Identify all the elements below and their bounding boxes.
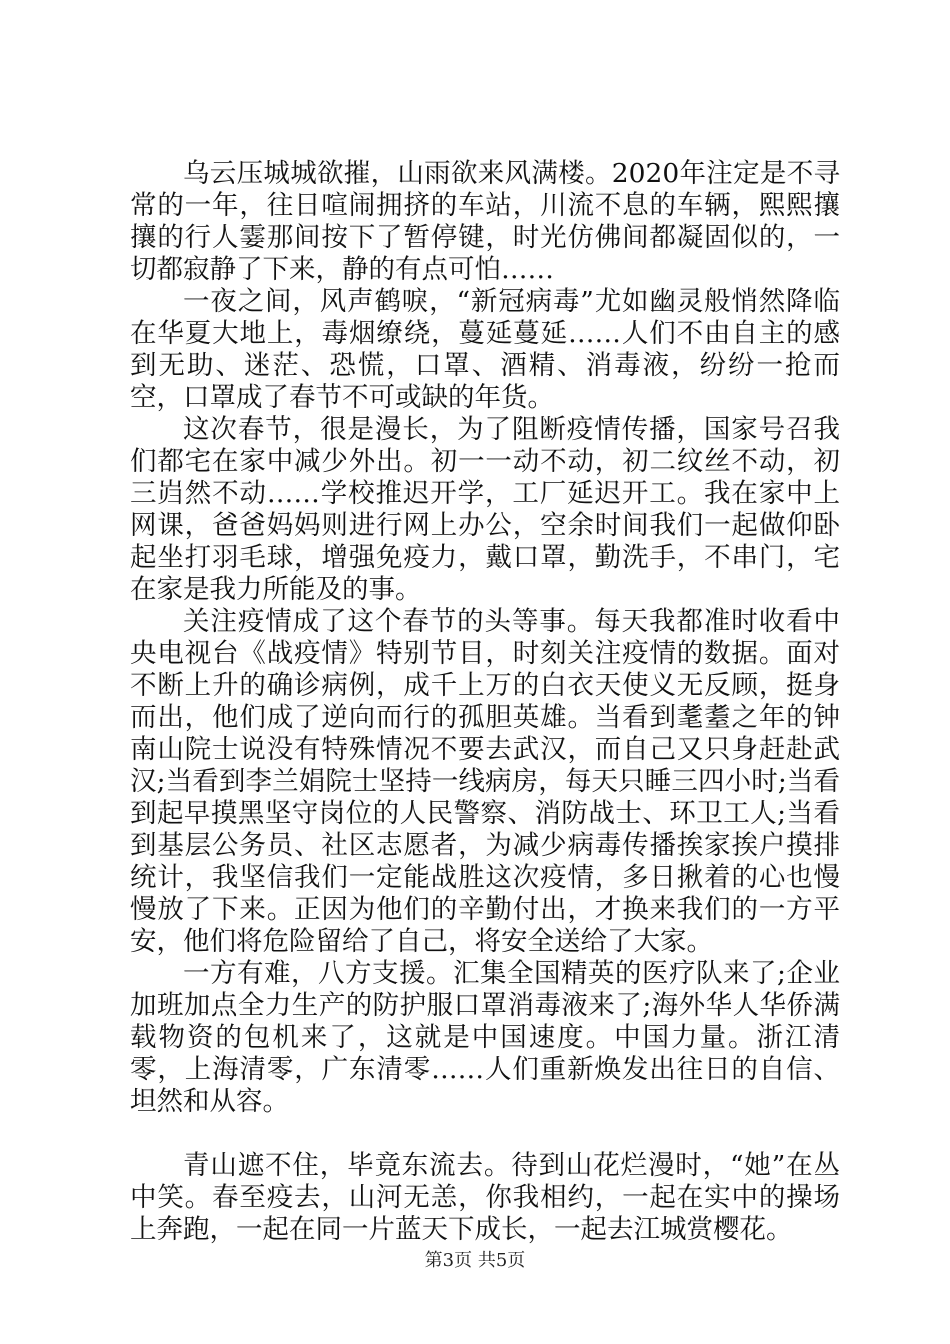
paragraph-4: 关注疫情成了这个春节的头等事。每天我都准时收看中央电视台《战疫情》特别节目，时刻关注疫情的数据。面对不断上升的确诊病例，成千上万的白衣天使义无反顾，挺身而出，他们成了逆向而行的孤胆英雄。当看到耄耋之年的钟南山院士说没有特殊情况不要去武汉，而自己又只身赶赴武汉;当看到李兰娟院士坚持一线病房，每天只睡三四小时;当看到起早摸黑坚守岗位的人民警察、消防战士、环卫工人;当看到基层公务员、社区志愿者，为减少病毒传播挨家挨户摸排统计，我坚信我们一定能战胜这次疫情，多日揪着的心也慢慢放了下来。正因为他们的辛勤付出，才换来我们的一方平安，他们将危险留给了自己，将安全送给了大家。 [130,606,840,957]
paragraph-6: 青山遮不住，毕竟东流去。待到山花烂漫时，“她”在丛中笑。春至疫去，山河无恙，你我相约，一起在实中的操场上奔跑，一起在同一片蓝天下成长，一起去江城赏樱花。 [130,1150,840,1245]
paragraph-1: 乌云压城城欲摧，山雨欲来风满楼。2020年注定是不寻常的一年，往日喧闹拥挤的车站，川流不息的车辆，熙熙攘攘的行人霎那间按下了暂停键，时光仿佛间都凝固似的，一切都寂静了下来，静的有点可怕…… [130,158,840,285]
page-number-footer: 第3页 共5页 [424,1250,526,1271]
paragraph-2: 一夜之间，风声鹤唳，“新冠病毒”尤如幽灵般悄然降临在华夏大地上，毒烟缭绕，蔓延蔓延……人们不由自主的感到无助、迷茫、恐慌，口罩、酒精、消毒液，纷纷一抢而空，口罩成了春节不可或缺的年货。 [130,286,840,413]
paragraph-gap [130,1118,840,1150]
paragraph-5: 一方有难，八方支援。汇集全国精英的医疗队来了;企业加班加点全力生产的防护服口罩消毒液来了;海外华人华侨满载物资的包机来了，这就是中国速度。中国力量。浙江清零，上海清零，广东清零……人们重新焕发出往日的自信、坦然和从容。 [130,958,840,1117]
document-body [130,158,840,1246]
paragraph-3: 这次春节，很是漫长，为了阻断疫情传播，国家号召我们都宅在家中减少外出。初一一动不动，初二纹丝不动，初三岿然不动……学校推迟开学，工厂延迟开工。我在家中上网课，爸爸妈妈则进行网上办公，空余时间我们一起做仰卧起坐打羽毛球，增强免疫力，戴口罩，勤洗手，不串门，宅在家是我力所能及的事。 [130,414,840,605]
